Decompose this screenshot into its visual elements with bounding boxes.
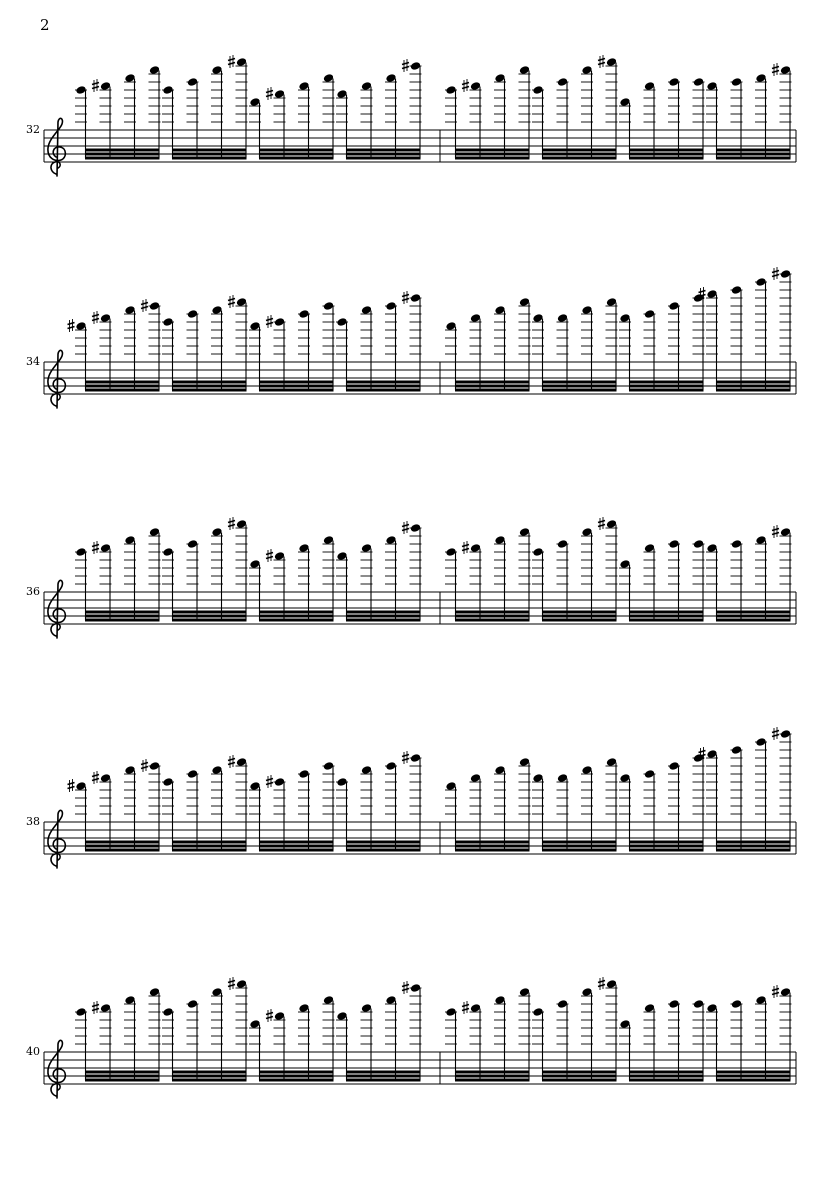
sharp-icon	[402, 59, 409, 72]
beam	[346, 157, 421, 160]
treble-clef-stroke	[48, 118, 65, 176]
beam	[172, 157, 247, 160]
sharp-stroke	[228, 59, 235, 61]
sharp-icon	[266, 549, 273, 562]
treble-clef-stroke	[48, 350, 65, 408]
page-number: 2	[40, 16, 50, 34]
beam	[542, 381, 617, 384]
sharp-stroke	[598, 63, 605, 65]
beam	[85, 385, 160, 388]
beam	[629, 157, 704, 160]
sharp-stroke	[92, 545, 99, 547]
beam	[172, 849, 247, 852]
sharp-icon	[772, 727, 779, 740]
beam	[629, 849, 704, 852]
sharp-stroke	[699, 291, 706, 293]
sharp-icon	[266, 87, 273, 100]
beam	[346, 849, 421, 852]
sharp-stroke	[402, 525, 409, 527]
sharp-icon	[141, 759, 148, 772]
sharp-icon	[772, 63, 779, 76]
beam	[85, 157, 160, 160]
measure-number: 36	[26, 585, 40, 598]
beam	[85, 615, 160, 618]
beam	[172, 149, 247, 152]
beam	[259, 385, 334, 388]
sharp-icon	[598, 977, 605, 990]
sharp-stroke	[141, 763, 148, 765]
beam	[455, 841, 530, 844]
sharp-stroke	[462, 87, 469, 89]
measure-number: 32	[26, 123, 40, 136]
beam	[629, 385, 704, 388]
beam	[85, 1075, 160, 1078]
beam	[542, 389, 617, 392]
beam	[346, 149, 421, 152]
sharp-stroke	[772, 735, 779, 737]
beam	[455, 1071, 530, 1074]
beam	[346, 619, 421, 622]
measure-number: 40	[26, 1045, 40, 1058]
beam	[629, 615, 704, 618]
sharp-stroke	[772, 731, 779, 733]
treble-clef-stroke	[48, 580, 65, 638]
beam	[172, 619, 247, 622]
sharp-icon	[266, 315, 273, 328]
beam	[259, 611, 334, 614]
sharp-stroke	[699, 751, 706, 753]
beam	[455, 849, 530, 852]
beam	[85, 389, 160, 392]
beam	[172, 389, 247, 392]
sharp-icon	[462, 1001, 469, 1014]
sharp-icon	[462, 79, 469, 92]
staff-system	[44, 977, 796, 1098]
beam	[259, 619, 334, 622]
beam	[85, 611, 160, 614]
sharp-stroke	[462, 549, 469, 551]
sharp-icon	[772, 985, 779, 998]
beam	[259, 381, 334, 384]
beam	[455, 385, 530, 388]
sharp-icon	[228, 977, 235, 990]
beam	[346, 845, 421, 848]
beam	[346, 385, 421, 388]
sharp-stroke	[598, 521, 605, 523]
sharp-icon	[598, 517, 605, 530]
sharp-icon	[68, 779, 75, 792]
beam	[259, 1079, 334, 1082]
beam	[542, 615, 617, 618]
sharp-stroke	[598, 59, 605, 61]
sharp-stroke	[92, 775, 99, 777]
sharp-icon	[68, 319, 75, 332]
beam	[259, 1071, 334, 1074]
beam	[172, 153, 247, 156]
sharp-icon	[402, 291, 409, 304]
beam	[85, 149, 160, 152]
sharp-stroke	[772, 71, 779, 73]
sharp-stroke	[266, 557, 273, 559]
beam	[346, 153, 421, 156]
beam	[259, 849, 334, 852]
beam	[629, 153, 704, 156]
beam	[542, 619, 617, 622]
beam	[172, 611, 247, 614]
beam	[542, 845, 617, 848]
beam	[172, 385, 247, 388]
sharp-stroke	[462, 83, 469, 85]
beam	[259, 153, 334, 156]
sharp-stroke	[402, 529, 409, 531]
beam	[455, 845, 530, 848]
beam	[542, 385, 617, 388]
beam	[455, 381, 530, 384]
beam	[346, 615, 421, 618]
beam	[85, 1071, 160, 1074]
sharp-icon	[266, 775, 273, 788]
beam	[542, 611, 617, 614]
beam	[172, 381, 247, 384]
beam	[259, 615, 334, 618]
sharp-stroke	[228, 63, 235, 65]
sharp-stroke	[402, 989, 409, 991]
beam	[346, 1075, 421, 1078]
beam	[542, 1071, 617, 1074]
beam	[716, 849, 791, 852]
beam	[85, 849, 160, 852]
treble-clef-stroke	[48, 810, 65, 868]
treble-clef-icon	[48, 350, 65, 408]
beam	[172, 1079, 247, 1082]
sharp-icon	[402, 751, 409, 764]
beam	[542, 153, 617, 156]
sharp-icon	[228, 517, 235, 530]
treble-clef-icon	[48, 118, 65, 176]
sharp-icon	[228, 755, 235, 768]
treble-clef-icon	[48, 580, 65, 638]
beam	[629, 389, 704, 392]
treble-clef-icon	[48, 810, 65, 868]
sharp-stroke	[92, 87, 99, 89]
sharp-stroke	[402, 299, 409, 301]
sharp-icon	[92, 1001, 99, 1014]
sharp-icon	[92, 541, 99, 554]
beam	[716, 615, 791, 618]
beam	[716, 385, 791, 388]
sharp-stroke	[92, 549, 99, 551]
sharp-stroke	[598, 981, 605, 983]
sharp-stroke	[266, 1017, 273, 1019]
beam	[259, 389, 334, 392]
beam	[716, 841, 791, 844]
beam	[85, 845, 160, 848]
sharp-stroke	[228, 759, 235, 761]
sharp-stroke	[68, 783, 75, 785]
beam	[172, 841, 247, 844]
sharp-icon	[266, 1009, 273, 1022]
beam	[455, 619, 530, 622]
sharp-stroke	[92, 1005, 99, 1007]
beam	[716, 389, 791, 392]
beam	[346, 611, 421, 614]
beam	[716, 381, 791, 384]
sharp-stroke	[772, 67, 779, 69]
beam	[716, 1075, 791, 1078]
beam	[259, 841, 334, 844]
beam	[455, 149, 530, 152]
sharp-stroke	[598, 985, 605, 987]
beam	[716, 153, 791, 156]
beam	[629, 1075, 704, 1078]
sharp-stroke	[402, 67, 409, 69]
sharp-stroke	[598, 525, 605, 527]
sharp-stroke	[68, 327, 75, 329]
sharp-stroke	[266, 95, 273, 97]
sharp-stroke	[772, 271, 779, 273]
sharp-stroke	[68, 787, 75, 789]
sharp-stroke	[228, 525, 235, 527]
sharp-stroke	[228, 303, 235, 305]
beam	[346, 841, 421, 844]
sharp-icon	[141, 299, 148, 312]
sharp-stroke	[462, 545, 469, 547]
beam	[346, 389, 421, 392]
beam	[85, 381, 160, 384]
beam	[455, 157, 530, 160]
sharp-icon	[92, 771, 99, 784]
sharp-stroke	[462, 1009, 469, 1011]
beam	[629, 841, 704, 844]
beam	[85, 1079, 160, 1082]
sharp-stroke	[772, 529, 779, 531]
beam	[259, 1075, 334, 1078]
sharp-stroke	[141, 303, 148, 305]
beam	[542, 841, 617, 844]
sharp-stroke	[772, 993, 779, 995]
sharp-stroke	[402, 985, 409, 987]
beam	[542, 849, 617, 852]
sharp-stroke	[266, 323, 273, 325]
staff-system	[44, 55, 796, 176]
beam	[346, 1071, 421, 1074]
sharp-stroke	[141, 767, 148, 769]
sharp-stroke	[92, 1009, 99, 1011]
beam	[172, 615, 247, 618]
sharp-stroke	[92, 779, 99, 781]
beam	[542, 1075, 617, 1078]
beam	[172, 1075, 247, 1078]
beam	[629, 381, 704, 384]
beam	[716, 1071, 791, 1074]
beam	[716, 1079, 791, 1082]
treble-clef-icon	[48, 1040, 65, 1098]
beam	[542, 1079, 617, 1082]
beam	[716, 157, 791, 160]
beam	[716, 619, 791, 622]
sharp-stroke	[402, 759, 409, 761]
staff-system	[44, 517, 796, 638]
beam	[629, 1071, 704, 1074]
measure-number: 34	[26, 355, 40, 368]
sharp-stroke	[92, 315, 99, 317]
sharp-stroke	[402, 755, 409, 757]
sharp-icon	[772, 525, 779, 538]
beam	[629, 845, 704, 848]
sharp-stroke	[266, 779, 273, 781]
sharp-stroke	[266, 783, 273, 785]
sharp-stroke	[462, 1005, 469, 1007]
beam	[629, 149, 704, 152]
beam	[455, 615, 530, 618]
beam	[85, 153, 160, 156]
sharp-stroke	[772, 989, 779, 991]
sharp-stroke	[402, 63, 409, 65]
beam	[259, 157, 334, 160]
sharp-icon	[772, 267, 779, 280]
sharp-stroke	[402, 295, 409, 297]
sharp-stroke	[92, 319, 99, 321]
beam	[455, 1075, 530, 1078]
sharp-icon	[92, 311, 99, 324]
sharp-stroke	[228, 985, 235, 987]
sharp-stroke	[266, 91, 273, 93]
beam	[455, 389, 530, 392]
beam	[542, 149, 617, 152]
sharp-stroke	[228, 521, 235, 523]
sharp-stroke	[266, 553, 273, 555]
sharp-icon	[402, 521, 409, 534]
treble-clef-stroke	[48, 1040, 65, 1098]
sharp-stroke	[266, 1013, 273, 1015]
sharp-icon	[402, 981, 409, 994]
beam	[716, 149, 791, 152]
beam	[716, 611, 791, 614]
sharp-icon	[228, 55, 235, 68]
beam	[259, 845, 334, 848]
staff-system	[44, 267, 796, 408]
beam	[172, 1071, 247, 1074]
beam	[455, 1079, 530, 1082]
sharp-stroke	[68, 323, 75, 325]
sharp-stroke	[266, 319, 273, 321]
sharp-stroke	[228, 299, 235, 301]
sharp-stroke	[92, 83, 99, 85]
beam	[346, 381, 421, 384]
measure-number: 38	[26, 815, 40, 828]
beam	[629, 619, 704, 622]
beam	[716, 845, 791, 848]
sharp-icon	[92, 79, 99, 92]
beam	[85, 841, 160, 844]
sharp-stroke	[772, 533, 779, 535]
sharp-stroke	[141, 307, 148, 309]
beam	[455, 153, 530, 156]
sharp-icon	[228, 295, 235, 308]
sharp-icon	[462, 541, 469, 554]
beam	[629, 611, 704, 614]
beam	[455, 611, 530, 614]
beam	[346, 1079, 421, 1082]
sharp-stroke	[228, 981, 235, 983]
beam	[172, 845, 247, 848]
sharp-stroke	[228, 763, 235, 765]
beam	[85, 619, 160, 622]
beam	[259, 149, 334, 152]
sharp-stroke	[772, 275, 779, 277]
sharp-icon	[598, 55, 605, 68]
staff-system	[44, 727, 796, 868]
beam	[629, 1079, 704, 1082]
beam	[542, 157, 617, 160]
